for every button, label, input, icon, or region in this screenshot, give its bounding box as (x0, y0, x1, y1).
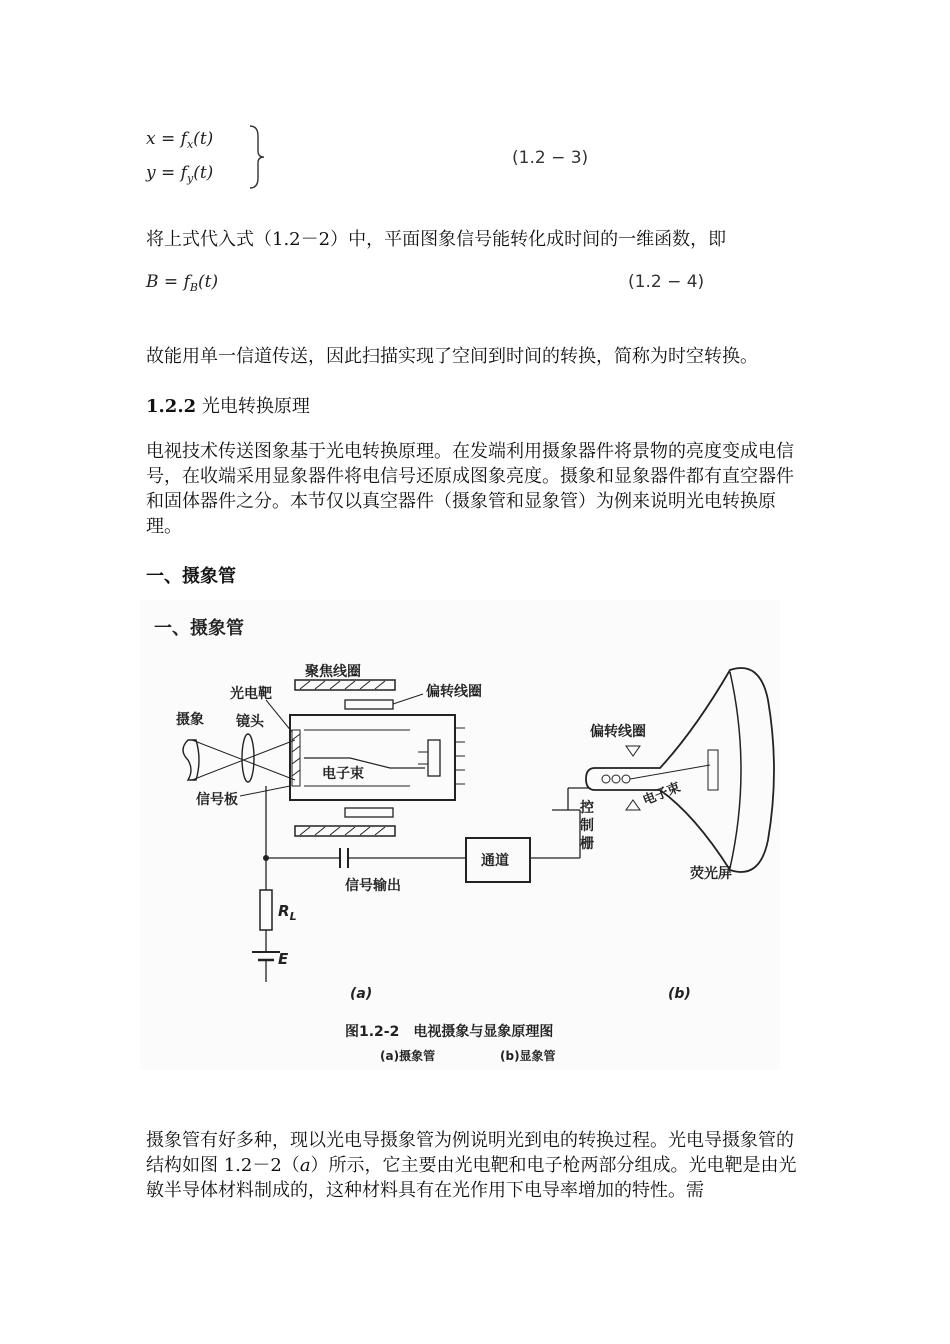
paragraph-3: 电视技术传送图象基于光电转换原理。在发端利用摄象器件将景物的亮度变成电信号，在收端采用显象器件将电信号还原成图象亮度。摄象和显象器件都有直空器件和固体器件之分。本节仅以真空器件（摄象管和显象管）为例来说明光电转换原理。 (146, 441, 794, 537)
equation-y: $y = f_y(t)$ (146, 163, 214, 185)
label-scene: 摄象 (176, 712, 204, 728)
equation-b: $B = f_B(t)$ (146, 272, 219, 294)
subheading-camera-tube: 一、摄象管 (146, 566, 236, 587)
label-part-a: (a) (350, 986, 373, 1002)
section-title: 光电转换原理 (196, 396, 310, 417)
label-signal-plate: 信号板 (196, 792, 238, 808)
label-fluorescent-screen: 荧光屏 (690, 866, 732, 882)
label-focus-coil: 聚焦线圈 (305, 664, 361, 680)
label-part-b: (b) (668, 986, 691, 1002)
label-resistor: $R_L$ (278, 902, 297, 923)
label-control-grid-3: 栅 (580, 836, 594, 852)
label-channel: 通道 (481, 853, 509, 869)
label-control-grid-2: 制 (580, 818, 594, 834)
paragraph-4: 摄象管有好多种，现以光电导摄象管为例说明光到电的转换过程。光电导摄象管的结构如图 1.2－2（a）所示，它主要由光电靶和电子枪两部分组成。光电靶是由光敏半导体材料制成的，这种材料具有在光作用下电导率增加的特性。需 (146, 1130, 797, 1201)
label-deflection-coil-a: 偏转线圈 (426, 684, 482, 700)
section-heading (146, 392, 310, 418)
paragraph-2: 故能用单一信道传送，因此扫描实现了空间到时间的转换，简称为时空转换。 (146, 346, 758, 367)
photoconductive-target (292, 730, 300, 786)
label-deflection-coil-b: 偏转线圈 (590, 724, 646, 740)
label-target: 光电靶 (230, 686, 272, 702)
figure-caption-b: (b)显象管 (500, 1049, 556, 1063)
label-lens: 镜头 (236, 714, 264, 730)
figure-caption: 图1.2-2 电视摄象与显象原理图 (345, 1024, 554, 1040)
label-electron-beam-a: 电子束 (322, 766, 364, 782)
right-brace (248, 124, 268, 190)
paragraph-1: 将上式代入式（1.2－2）中，平面图象信号能转化成时间的一维函数，即 (146, 229, 727, 250)
figure-1-2-2 (140, 600, 780, 1070)
label-electron-beam-b: 电子束 (640, 780, 683, 809)
section-number: 1.2.2 (146, 396, 197, 417)
equation-number-2: (1.2 − 4) (628, 272, 705, 292)
label-battery: E (278, 950, 289, 968)
equation-x: $x = f_x(t)$ (146, 129, 214, 151)
figure-inner-heading: 一、摄象管 (154, 618, 244, 639)
label-control-grid-1: 控 (580, 800, 594, 816)
label-signal-output: 信号输出 (345, 878, 401, 894)
figure-caption-a: (a)摄象管 (380, 1049, 436, 1063)
equation-number-1: (1.2 − 3) (512, 148, 589, 168)
